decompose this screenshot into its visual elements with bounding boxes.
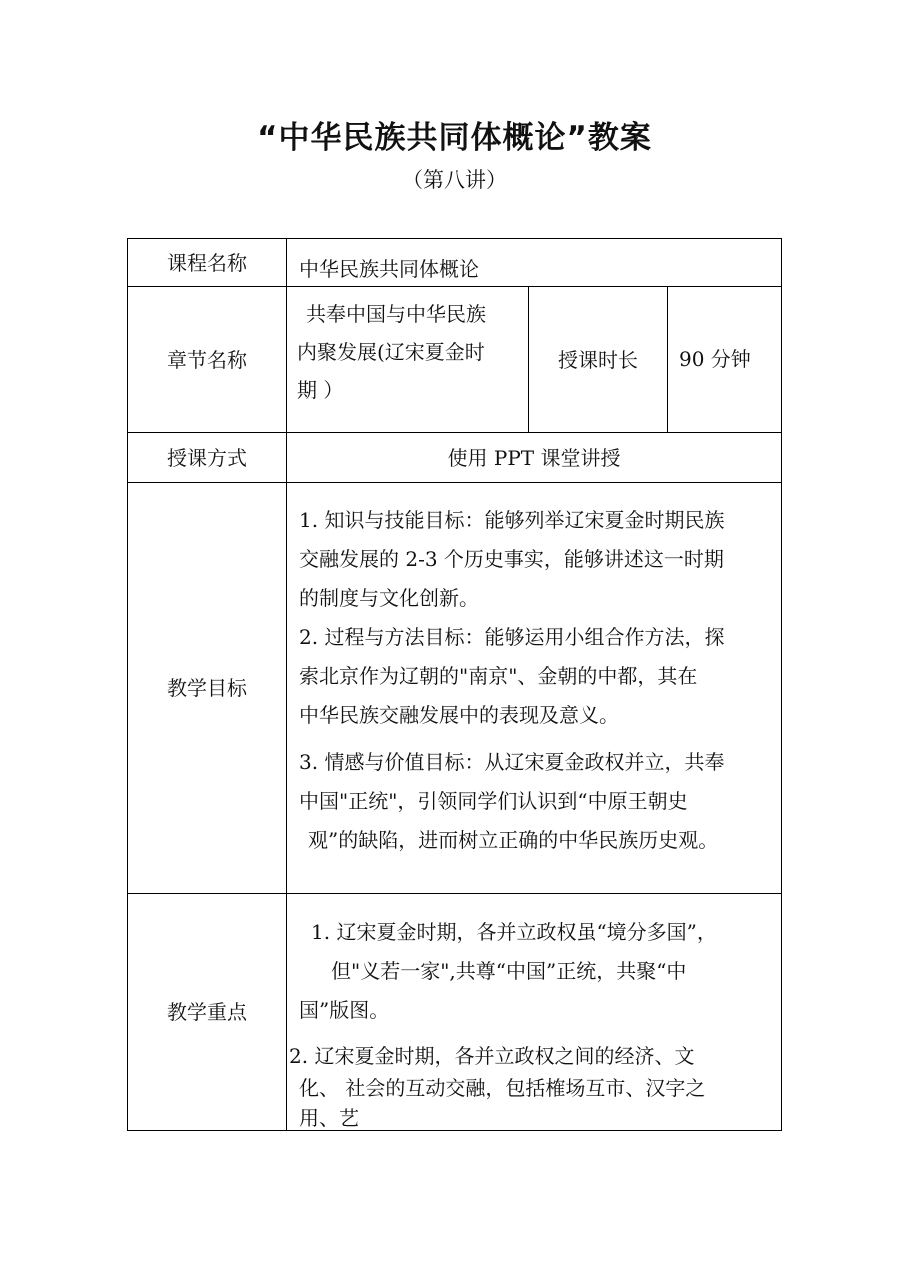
objective-line: 观”的缺陷，进而树立正确的中华民族历史观。: [308, 828, 719, 852]
page-subtitle: （第八讲）: [402, 168, 507, 192]
teaching-objectives-label: 教学目标: [167, 676, 247, 700]
chapter-name-line: 内聚发展(辽宋夏金时: [297, 340, 485, 364]
duration-value: 90 分钟: [679, 347, 751, 371]
table-border-bottom: [127, 1130, 782, 1131]
key-point-line: 2. 辽宋夏金时期，各并立政权之间的经济、文: [289, 1044, 695, 1068]
course-name-label: 课程名称: [167, 250, 247, 275]
table-border-right: [781, 238, 782, 1131]
column-divider: [667, 286, 668, 433]
chapter-name-line: 共奉中国与中华民族: [306, 302, 486, 326]
objective-line: 2. 过程与方法目标：能够运用小组合作方法，探: [299, 625, 725, 649]
objective-line: 的制度与文化创新。: [299, 586, 479, 610]
key-point-line: 用、艺: [299, 1106, 359, 1130]
page-title: “中华民族共同体概论”教案: [257, 120, 652, 156]
objective-line: 中华民族交融发展中的表现及意义。: [299, 703, 619, 727]
objective-line: 中国"正统"，引领同学们认识到“中原王朝史: [299, 789, 688, 813]
objective-line: 交融发展的 2-3 个历史事实，能够讲述这一时期: [299, 547, 724, 571]
objective-line: 索北京作为辽朝的"南京"、金朝的中都，其在: [299, 664, 698, 688]
course-name-value: 中华民族共同体概论: [299, 257, 479, 281]
chapter-name-label: 章节名称: [167, 347, 247, 372]
teaching-method-label: 授课方式: [167, 445, 247, 470]
column-divider: [286, 238, 287, 1131]
teaching-method-value: 使用 PPT 课堂讲授: [447, 445, 621, 470]
key-points-label: 教学重点: [167, 1000, 247, 1024]
key-point-line: 化、 社会的互动交融，包括榷场互市、汉字之: [299, 1076, 706, 1100]
key-point-line: 但"义若一家",共尊“中国”正统，共聚“中: [331, 959, 687, 983]
key-point-line: 国”版图。: [299, 998, 390, 1022]
chapter-name-line: 期 ）: [297, 378, 344, 402]
objective-line: 3. 情感与价值目标：从辽宋夏金政权并立，共奉: [299, 750, 725, 774]
duration-label: 授课时长: [558, 347, 638, 372]
key-point-line: 1. 辽宋夏金时期，各并立政权虽“境分多国”，: [311, 920, 717, 944]
objective-line: 1. 知识与技能目标：能够列举辽宋夏金时期民族: [299, 508, 725, 532]
